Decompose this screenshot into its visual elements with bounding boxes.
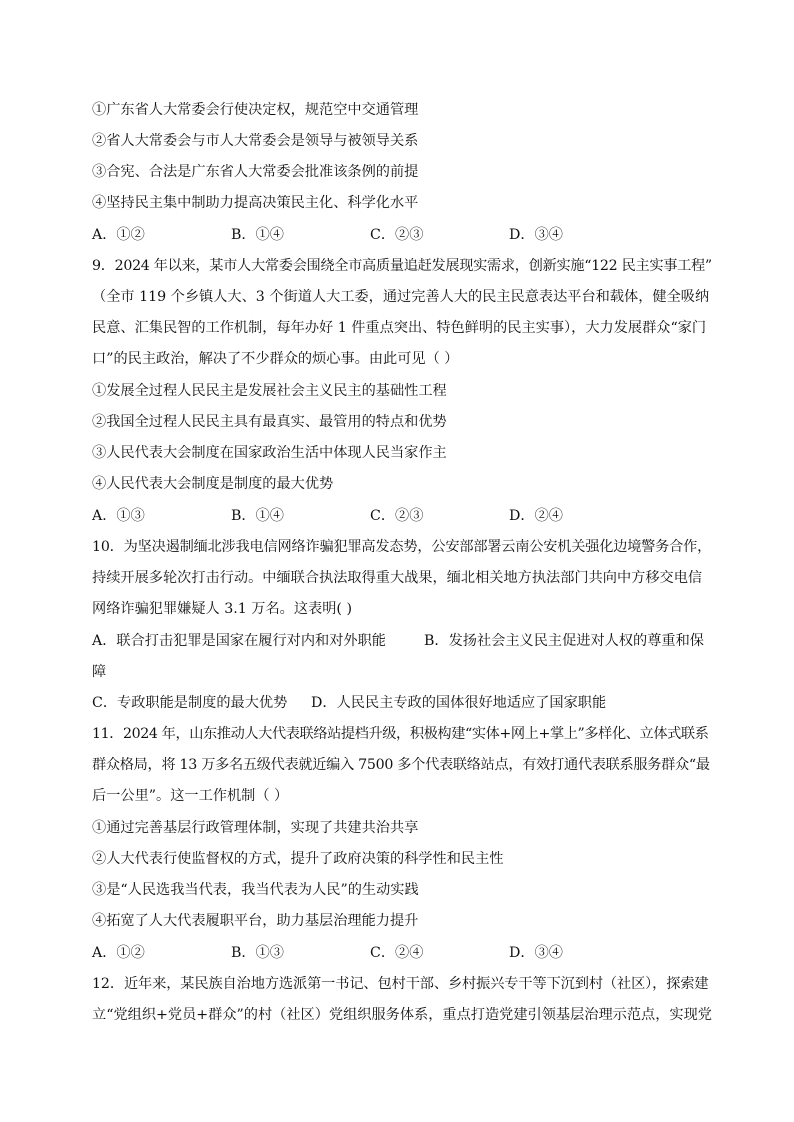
q9-stem-line-3: 民意、汇集民智的工作机制，每年办好 1 件重点突出、特色鲜明的民主实事），大力发展群众“家门 (92, 320, 707, 336)
q9-option-d[interactable]: D．②④ (509, 508, 563, 524)
q8-statement-3: ③合宪、合法是广东省人大常委会批准该条例的前提 (92, 164, 419, 180)
q8-options (92, 225, 712, 245)
q10-option-a[interactable]: A．联合打击犯罪是国家在履行对内和对外职能 (92, 633, 386, 649)
q10-option-b[interactable]: B．发扬社会主义民主促进对人权的尊重和保 (424, 633, 704, 649)
q8-statement-4: ④坚持民主集中制助力提高决策民主化、科学化水平 (92, 195, 419, 211)
q12-stem-line-2: 立“党组织+党员+群众”的村（社区）党组织服务体系，重点打造党建引领基层治理示范点，实现党 (92, 1007, 712, 1023)
q11-statement-4: ④拓宽了人大代表履职平台，助力基层治理能力提升 (92, 913, 419, 929)
q10-stem-line-2: 持续开展多轮次打击行动。中缅联合执法取得重大战果，缅北相关地方执法部门共向中方移交电信 (92, 570, 703, 586)
q9-statement-2: ②我国全过程人民民主具有最真实、最管用的特点和优势 (92, 414, 447, 430)
q8-statement-2: ②省人大常委会与市人大常委会是领导与被领导关系 (92, 133, 419, 149)
q11-statement-2: ②人大代表行使监督权的方式，提升了政府决策的科学性和民主性 (92, 851, 504, 867)
q8-option-a[interactable]: A．①② (92, 227, 145, 243)
q11-option-a[interactable]: A．①② (92, 945, 145, 961)
q9-option-c[interactable]: C．②③ (370, 508, 424, 524)
q11-options (92, 943, 712, 963)
q9-stem-line-4: 口”的民主政治，解决了不少群众的烦心事。由此可见（ ） (92, 351, 459, 367)
q12-stem-line-1: 12．近年来，某民族自治地方选派第一书记、包村干部、乡村振兴专干等下沉到村（社区），探索建 (92, 976, 709, 992)
q9-option-b[interactable]: B．①④ (231, 508, 284, 524)
q11-option-c[interactable]: C．②④ (370, 945, 424, 961)
q11-statement-1: ①通过完善基层行政管理体制，实现了共建共治共享 (92, 820, 419, 836)
q11-option-b[interactable]: B．①③ (231, 945, 284, 961)
q10-stem-line-1: 10．为坚决遏制缅北涉我电信网络诈骗犯罪高发态势，公安部部署云南公安机关强化边境警务合作， (92, 539, 712, 555)
q8-statement-1: ①广东省人大常委会行使决定权，规范空中交通管理 (92, 102, 419, 118)
q8-option-b[interactable]: B．①④ (231, 227, 284, 243)
q9-option-a[interactable]: A．①③ (92, 508, 145, 524)
q10-option-d[interactable]: D．人民民主专政的国体很好地适应了国家职能 (311, 695, 607, 711)
q11-stem-line-2: 群众格局，将 13 万多名五级代表就近编入 7500 多个代表联络站点，有效打通代表联系服务群众“最 (92, 757, 710, 773)
q11-stem-line-3: 后一公里”。这一工作机制（ ） (92, 788, 289, 804)
q9-options (92, 506, 712, 526)
q10-option-c[interactable]: C．专政职能是制度的最大优势 (92, 695, 288, 711)
q9-stem-line-1: 9．2024 年以来，某市人大常委会围绕全市高质量追赶发展现实需求，创新实施“122 民主实事工程” (92, 258, 712, 274)
q9-stem-line-2: （全市 119 个乡镇人大、3 个街道人大工委，通过完善人大的民主民意表达平台和载体，健全吸纳 (92, 289, 710, 305)
q9-statement-3: ③人民代表大会制度在国家政治生活中体现人民当家作主 (92, 445, 447, 461)
q9-statement-4: ④人民代表大会制度是制度的最大优势 (92, 476, 334, 492)
q9-statement-1: ①发展全过程人民民主是发展社会主义民主的基础性工程 (92, 383, 447, 399)
q10-option-b-continued[interactable]: 障 (92, 664, 107, 680)
q8-option-d[interactable]: D．③④ (509, 227, 563, 243)
q11-statement-3: ③是“人民选我当代表，我当代表为人民”的生动实践 (92, 882, 419, 898)
q11-option-d[interactable]: D．③④ (509, 945, 563, 961)
q11-stem-line-1: 11．2024 年，山东推动人大代表联络站提档升级，积极构建“实体+网上+掌上”多样化、立体式联系 (92, 726, 709, 742)
q10-stem-line-3: 网络诈骗犯罪嫌疑人 3.1 万名。这表明( ) (92, 601, 352, 617)
q8-option-c[interactable]: C．②③ (370, 227, 424, 243)
